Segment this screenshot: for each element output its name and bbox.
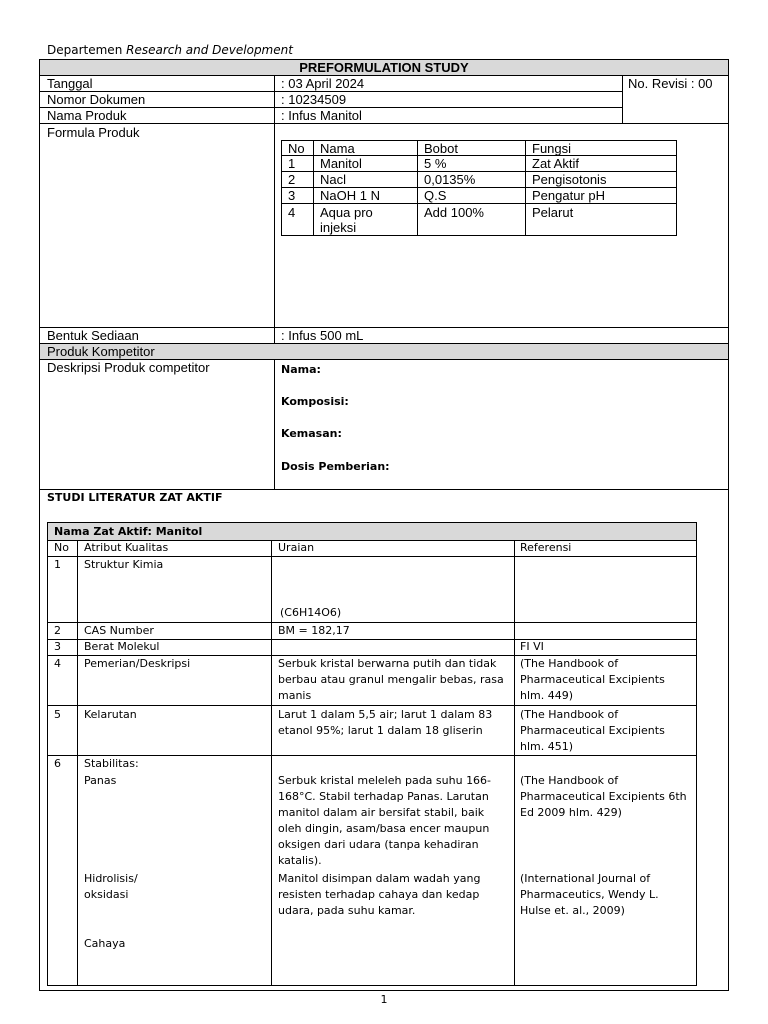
outer-bottom-border <box>39 990 729 991</box>
nama-produk-value: : Infus Manitol <box>281 108 362 123</box>
rule <box>514 540 515 986</box>
zat-row-ref: (The Handbook of Pharmaceutical Excipients hlm. 449) <box>520 657 665 702</box>
rule <box>47 705 697 706</box>
zat-row-uraian: Larut 1 dalam 5,5 air; larut 1 dalam 83 etanol 95%; larut 1 dalam 18 gliserin <box>278 708 493 737</box>
nomor-value: : 10234509 <box>281 92 347 107</box>
stabilitas-hidrolisis-ref: (International Journal of Pharmaceutics, Wendy L. Hulse et. al., 2009) <box>520 872 659 917</box>
formula-cell: Q.S <box>424 188 447 203</box>
formula-cell: 2 <box>288 172 296 187</box>
stabilitas-cahaya-label: Cahaya <box>84 937 126 950</box>
kompetitor-dosis: Dosis Pemberian: <box>281 460 390 473</box>
studi-title: STUDI LITERATUR ZAT AKTIF <box>47 491 223 504</box>
formula-cell: Pengisotonis <box>532 172 607 187</box>
stabilitas-panas-uraian: Serbuk kristal meleleh pada suhu 166-168°C. Stabil terhadap Panas. Larutan manitol dalam air bersifat stabil, baik oleh dingin, asam/basa encer maupun oksigen dari udara (tanpa kehadiran katalis). <box>278 774 492 867</box>
zat-header-no: No <box>54 541 69 554</box>
stabilitas-panas-label: Panas <box>84 774 117 787</box>
formula-header-nama: Nama <box>320 141 355 156</box>
zat-row-no: 1 <box>54 558 61 571</box>
formula-cell: 1 <box>288 156 296 171</box>
rule <box>39 75 729 76</box>
formula-header-no: No <box>288 141 305 156</box>
formula-cell: Add 100% <box>424 205 484 220</box>
formula-cell: 5 % <box>424 156 447 171</box>
zat-row-no: 4 <box>54 657 61 670</box>
stabilitas-hidrolisis-label: Hidrolisis/ oksidasi <box>84 872 138 901</box>
zat-header-referensi: Referensi <box>520 541 572 554</box>
outer-right-border <box>728 59 729 990</box>
rule <box>676 140 677 236</box>
rule <box>271 540 272 986</box>
zat-row-no: 2 <box>54 624 61 637</box>
zat-row-uraian: BM = 182,17 <box>278 624 350 637</box>
department-italic: Research and Development <box>126 43 293 57</box>
rule <box>525 140 526 236</box>
formula-cell: Zat Aktif <box>532 156 579 171</box>
nama-produk-label: Nama Produk <box>47 108 127 123</box>
tanggal-value: : 03 April 2024 <box>281 76 365 91</box>
kompetitor-komposisi: Komposisi: <box>281 395 349 408</box>
outer-left-border <box>39 59 40 990</box>
formula-header-fungsi: Fungsi <box>532 141 572 156</box>
formula-cell: Nacl <box>320 172 347 187</box>
zat-row-no: 6 <box>54 757 61 770</box>
kompetitor-nama: Nama: <box>281 363 321 376</box>
rule <box>622 75 623 123</box>
rule <box>39 327 729 328</box>
rule <box>274 75 275 356</box>
stabilitas-panas-ref: (The Handbook of Pharmaceutical Excipients 6th Ed 2009 hlm. 429) <box>520 774 687 819</box>
zat-row-no: 3 <box>54 640 61 653</box>
zat-row-atribut: Stabilitas: <box>84 757 139 770</box>
department-label <box>47 43 293 58</box>
formula-cell: Aqua pro injeksi <box>320 205 373 235</box>
zat-row-uraian: (C6H14O6) <box>280 606 342 619</box>
rule <box>281 235 677 236</box>
zat-row-ref: FI VI <box>520 640 544 653</box>
formula-cell: Pengatur pH <box>532 188 605 203</box>
department-prefix: Departemen <box>47 43 127 57</box>
rule <box>39 123 729 124</box>
formula-cell: Pelarut <box>532 205 574 220</box>
rule <box>417 140 418 236</box>
zat-row-atribut: CAS Number <box>84 624 154 637</box>
formula-cell: 0,0135% <box>424 172 476 187</box>
bentuk-label: Bentuk Sediaan <box>47 328 139 343</box>
deskripsi-label: Deskripsi Produk competitor <box>47 360 210 375</box>
tanggal-label: Tanggal <box>47 76 93 91</box>
rule <box>696 522 697 986</box>
zat-header-uraian: Uraian <box>278 541 315 554</box>
rule <box>77 540 78 986</box>
zat-row-uraian: Serbuk kristal berwarna putih dan tidak berbau atau granul mengalir bebas, rasa manis <box>278 657 504 702</box>
rule <box>313 140 314 236</box>
zat-header-atribut: Atribut Kualitas <box>84 541 169 554</box>
zat-row-atribut: Kelarutan <box>84 708 137 721</box>
zat-row-no: 5 <box>54 708 61 721</box>
stabilitas-hidrolisis-uraian: Manitol disimpan dalam wadah yang resisten terhadap cahaya dan kedap udara, pada suhu kamar. <box>278 872 481 917</box>
formula-cell: Manitol <box>320 156 362 171</box>
zat-title: Nama Zat Aktif: Manitol <box>54 525 203 538</box>
zat-row-ref: (The Handbook of Pharmaceutical Excipients hlm. 451) <box>520 708 665 753</box>
zat-row-atribut: Berat Molekul <box>84 640 160 653</box>
formula-header-bobot: Bobot <box>424 141 458 156</box>
zat-row-atribut: Pemerian/Deskripsi <box>84 657 191 670</box>
zat-row-atribut: Struktur Kimia <box>84 558 164 571</box>
nomor-label: Nomor Dokumen <box>47 92 146 107</box>
formula-cell: NaOH 1 N <box>320 188 380 203</box>
page-number: 1 <box>380 993 388 1006</box>
rule <box>47 755 697 756</box>
formula-cell: 3 <box>288 188 296 203</box>
rule <box>47 522 48 986</box>
revisi-value: No. Revisi : 00 <box>628 76 713 91</box>
rule <box>281 203 677 204</box>
formula-cell: 4 <box>288 205 296 220</box>
rule <box>281 140 282 236</box>
rule <box>274 359 275 489</box>
bentuk-value: : Infus 500 mL <box>281 328 364 343</box>
kompetitor-kemasan: Kemasan: <box>281 427 342 440</box>
page-title: PREFORMULATION STUDY <box>299 60 469 75</box>
formula-label: Formula Produk <box>47 125 140 140</box>
rule <box>47 985 697 986</box>
kompetitor-title: Produk Kompetitor <box>47 344 155 359</box>
